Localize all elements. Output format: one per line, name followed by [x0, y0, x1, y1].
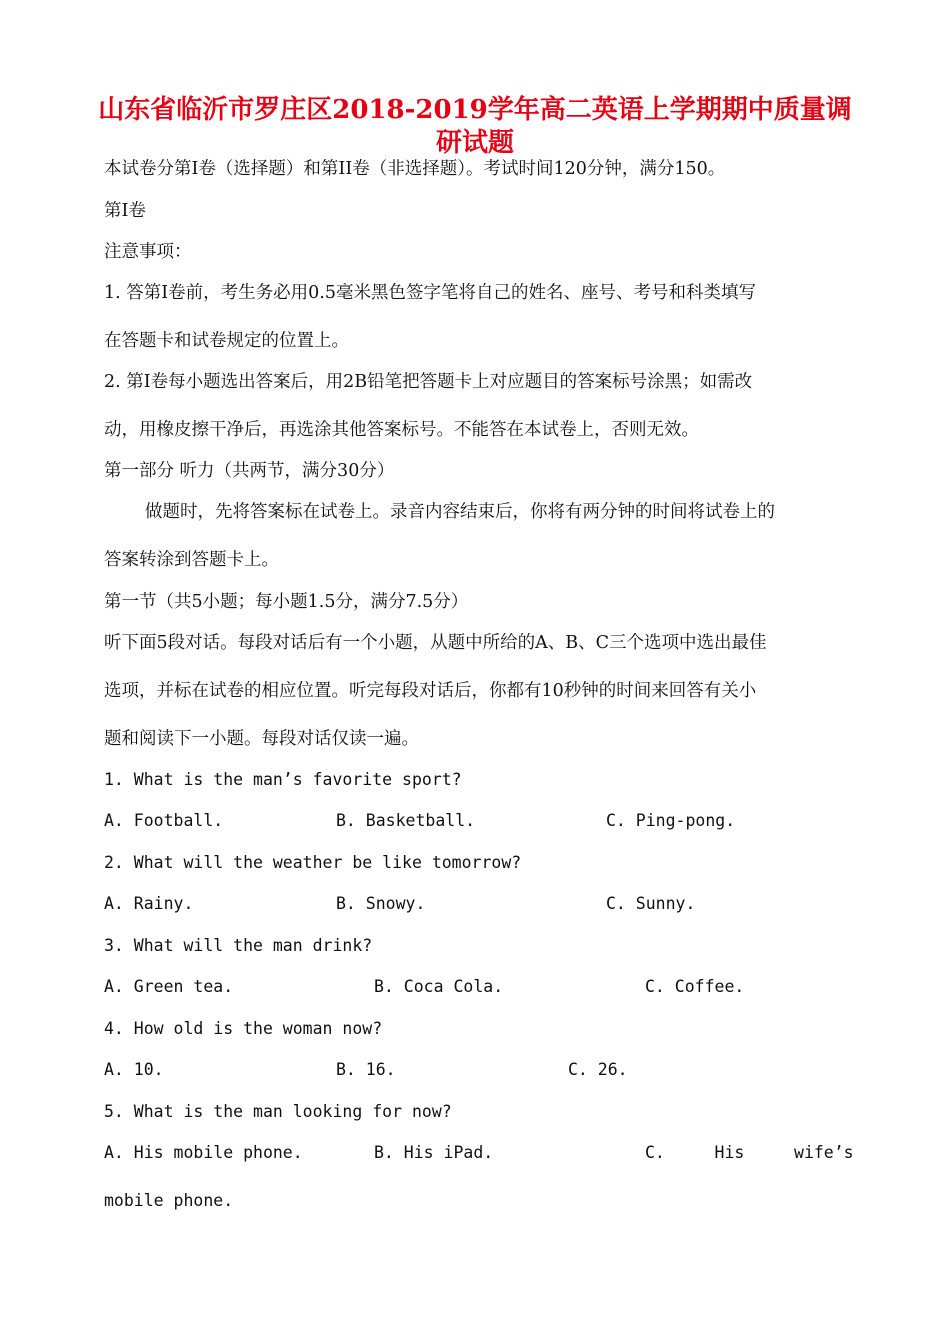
notes-heading: 注意事项：	[104, 242, 192, 262]
part1-instruction-line1: 听下面5段对话。每段对话后有一个小题，从题中所给的A、B、C三个选项中选出最佳	[104, 633, 767, 653]
section1-instruction-line2: 答案转涂到答题卡上。	[104, 550, 279, 570]
question-4-option-b: B. 16.	[336, 1060, 396, 1079]
volume-label: 第I卷	[104, 201, 146, 221]
question-4-option-a: A. 10.	[104, 1060, 164, 1079]
note2-line2: 动，用橡皮擦干净后，再选涂其他答案标号。不能答在本试卷上，否则无效。	[104, 420, 699, 440]
question-3-option-c: C. Coffee.	[645, 977, 745, 996]
question-3-option-b: B. Coca Cola.	[374, 977, 504, 996]
question-4-option-c: C. 26.	[568, 1060, 628, 1079]
part1-instruction-line3: 题和阅读下一小题。每段对话仅读一遍。	[104, 729, 419, 749]
note1-line1: 1. 答第I卷前，考生务必用0.5毫米黑色签字笔将自己的姓名、座号、考号和科类填写	[104, 283, 757, 303]
question-5-option-b: B. His iPad.	[374, 1143, 494, 1162]
question-2-option-b: B. Snowy.	[336, 894, 426, 913]
section1-instruction-line1: 做题时，先将答案标在试卷上。录音内容结束后，你将有两分钟的时间将试卷上的	[145, 502, 775, 522]
section1-heading: 第一部分 听力（共两节，满分30分）	[104, 461, 395, 481]
question-2-option-c: C. Sunny.	[606, 894, 696, 913]
question-3: 3. What will the man drink?	[104, 936, 373, 955]
exam-info: 本试卷分第I卷（选择题）和第II卷（非选择题）。考试时间120分钟，满分150。	[104, 159, 726, 179]
question-5: 5. What is the man looking for now?	[104, 1102, 452, 1121]
question-1-option-b: B. Basketball.	[336, 811, 476, 830]
question-1-option-c: C. Ping-pong.	[606, 811, 736, 830]
question-1: 1. What is the man’s favorite sport?	[104, 770, 462, 789]
question-1-option-a: A. Football.	[104, 811, 224, 830]
question-2-option-a: A. Rainy.	[104, 894, 194, 913]
part1-instruction-line2: 选项，并标在试卷的相应位置。听完每段对话后，你都有10秒钟的时间来回答有关小	[104, 681, 757, 701]
question-3-option-a: A. Green tea.	[104, 977, 234, 996]
question-5-option-a: A. His mobile phone.	[104, 1143, 303, 1162]
page-title-line1: 山东省临沂市罗庄区2018-2019学年高二英语上学期期中质量调	[98, 95, 852, 125]
question-5-option-c-line1: C. His wife’s	[645, 1143, 854, 1162]
note1-line2: 在答题卡和试卷规定的位置上。	[104, 331, 349, 351]
question-5-option-c-line2: mobile phone.	[104, 1191, 234, 1210]
note2-line1: 2. 第I卷每小题选出答案后，用2B铅笔把答题卡上对应题目的答案标号涂黑；如需改	[104, 372, 753, 392]
question-2: 2. What will the weather be like tomorrow?	[104, 853, 522, 872]
page-title-line2: 研试题	[435, 128, 514, 158]
question-4: 4. How old is the woman now?	[104, 1019, 383, 1038]
part1-heading: 第一节（共5小题；每小题1.5分，满分7.5分）	[104, 592, 469, 612]
